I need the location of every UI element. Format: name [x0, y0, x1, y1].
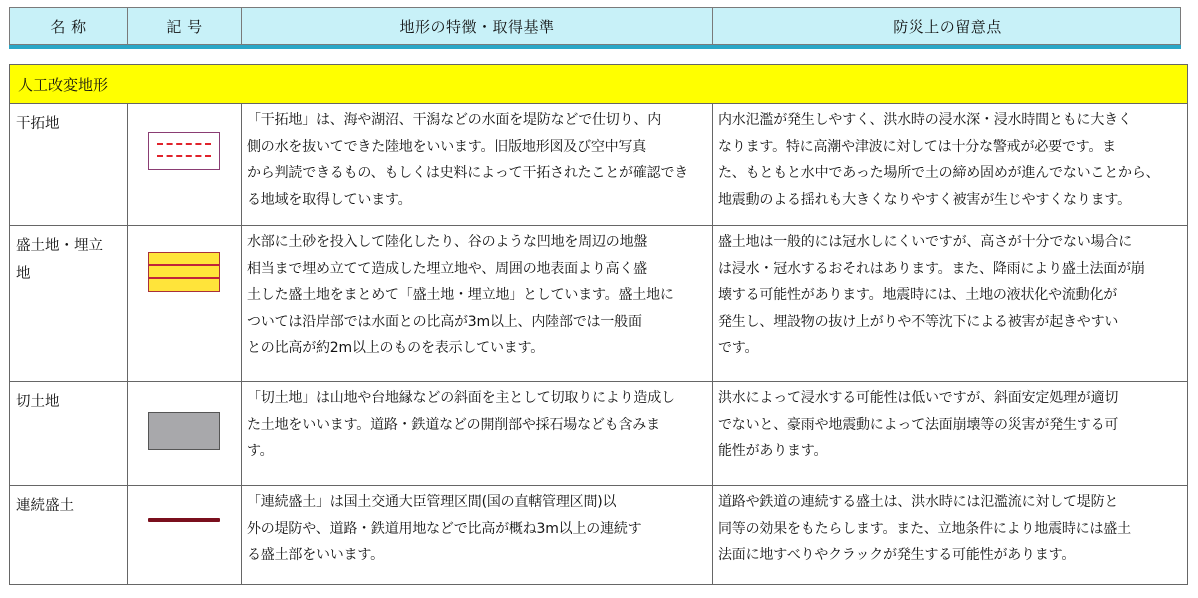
text-line: 「連続盛土」は国土交通大臣管理区間(国の直轄管理区間)以: [247, 494, 617, 510]
text-line: 地震動のよる揺れも大きくなりやすく被害が生じやすくなります。: [718, 191, 1131, 208]
header-symbol: 記 号: [128, 8, 242, 44]
row-feature: [242, 104, 713, 225]
header-rule: [9, 45, 1181, 49]
reclaimed-land-symbol-icon: [148, 132, 220, 170]
row-name: [10, 486, 128, 584]
row-symbol: [128, 226, 242, 381]
text-line: 壊する可能性があります。地震時には、土地の液状化や流動化が: [718, 287, 1118, 303]
text-line: 水部に土砂を投入して陸化したり、谷のような凹地を周辺の地盤: [247, 234, 648, 250]
text-line: 道路や鉄道の連続する盛土は、洪水時には氾濫流に対して堤防と: [718, 494, 1119, 510]
dash-line: [157, 155, 211, 157]
continuous-embankment-symbol-icon: [148, 518, 220, 522]
row-name-line: 盛土地・埋立: [16, 238, 103, 254]
text-line: から判読できるもの、もしくは史料によって干拓されたことが確認でき: [247, 165, 689, 181]
dash-line: [157, 143, 211, 145]
text-line: 外の堤防や、道路・鉄道用地などで比高が概ね3m以上の連続す: [247, 520, 642, 537]
cut-land-symbol-icon: [148, 412, 220, 450]
text-line: 発生し、埋設物の抜け上がりや不等沈下による被害が起きやすい: [718, 313, 1119, 330]
table-row: [10, 226, 1187, 382]
header-name: 名 称: [10, 8, 128, 44]
text-line: 内水氾濫が発生しやすく、洪水時の浸水深・浸水時間ともに大きく: [718, 112, 1132, 128]
text-line: た土地をいいます。道路・鉄道などの開削部や採石場なども含みま: [247, 416, 660, 433]
table-row: [10, 486, 1187, 585]
text-line: 土した盛土地をまとめて「盛土地・埋立地」としています。盛土地に: [247, 287, 674, 303]
text-line: た、もともと水中であった場所で土の締め固めが進んでないことから、: [718, 165, 1160, 181]
text-line: との比高が約2m以上のものを表示しています。: [247, 340, 545, 356]
table-row: [10, 382, 1187, 486]
text-line: 盛土地は一般的には冠水しにくいですが、高さが十分でない場合に: [718, 234, 1132, 250]
row-caution: [713, 486, 1189, 584]
text-line: 側の水を抜いてできた陸地をいいます。旧版地形図及び空中写真: [247, 138, 647, 155]
category-heading: 人工改変地形: [9, 64, 1188, 104]
text-line: 「干拓地」は、海や湖沼、干潟などの水面を堤防などで仕切り、内: [247, 112, 661, 128]
text-line: す。: [247, 443, 274, 459]
table-header: [9, 7, 1181, 45]
row-name: [10, 382, 128, 485]
text-line: 同等の効果をもたらします。また、立地条件により地震時には盛土: [718, 520, 1131, 537]
row-name-line: 切土地: [16, 394, 60, 410]
header-caution: 防災上の留意点: [893, 17, 1002, 36]
text-line: ついては沿岸部では水面との比高が3m以上、内陸部では一般面: [247, 313, 642, 330]
row-feature: [242, 486, 713, 584]
text-line: 能性があります。: [718, 443, 828, 459]
row-caution: [713, 226, 1189, 381]
row-name-line: 連続盛土: [16, 498, 74, 514]
text-line: 洪水によって浸水する可能性は低いですが、斜面安定処理が適切: [718, 390, 1119, 406]
row-caution: [713, 104, 1189, 225]
text-line: は浸水・冠水するおそれはあります。また、降雨により盛土法面が崩: [718, 260, 1145, 277]
row-caution: [713, 382, 1189, 485]
row-symbol: [128, 382, 242, 485]
row-name-line: 干拓地: [16, 116, 60, 132]
row-symbol: [128, 486, 242, 584]
text-line: なります。特に高潮や津波に対しては十分な警戒が必要です。ま: [718, 138, 1116, 155]
terrain-table: [9, 104, 1188, 585]
symbol-line: [149, 277, 219, 279]
text-line: 「切土地」は山地や台地縁などの斜面を主として切取りにより造成し: [247, 390, 675, 406]
header-feature: 地形の特徴・取得基準: [242, 8, 713, 44]
text-line: る盛土部をいいます。: [247, 547, 384, 563]
row-feature: [242, 382, 713, 485]
row-symbol: [128, 104, 242, 225]
text-line: です。: [718, 340, 759, 356]
text-line: 相当まで埋め立てて造成した埋立地や、周囲の地表面より高く盛: [247, 260, 647, 277]
row-name: [10, 226, 128, 381]
text-line: でないと、豪雨や地震動によって法面崩壊等の災害が発生する可: [718, 416, 1119, 433]
embankment-symbol-icon: [148, 252, 220, 292]
row-feature: [242, 226, 713, 381]
text-line: る地域を取得しています。: [247, 191, 412, 208]
symbol-line: [149, 264, 219, 266]
row-name-line: 地: [16, 266, 31, 282]
text-line: 法面に地すべりやクラックが発生する可能性があります。: [718, 547, 1076, 563]
table-row: [10, 104, 1187, 226]
row-name: [10, 104, 128, 225]
